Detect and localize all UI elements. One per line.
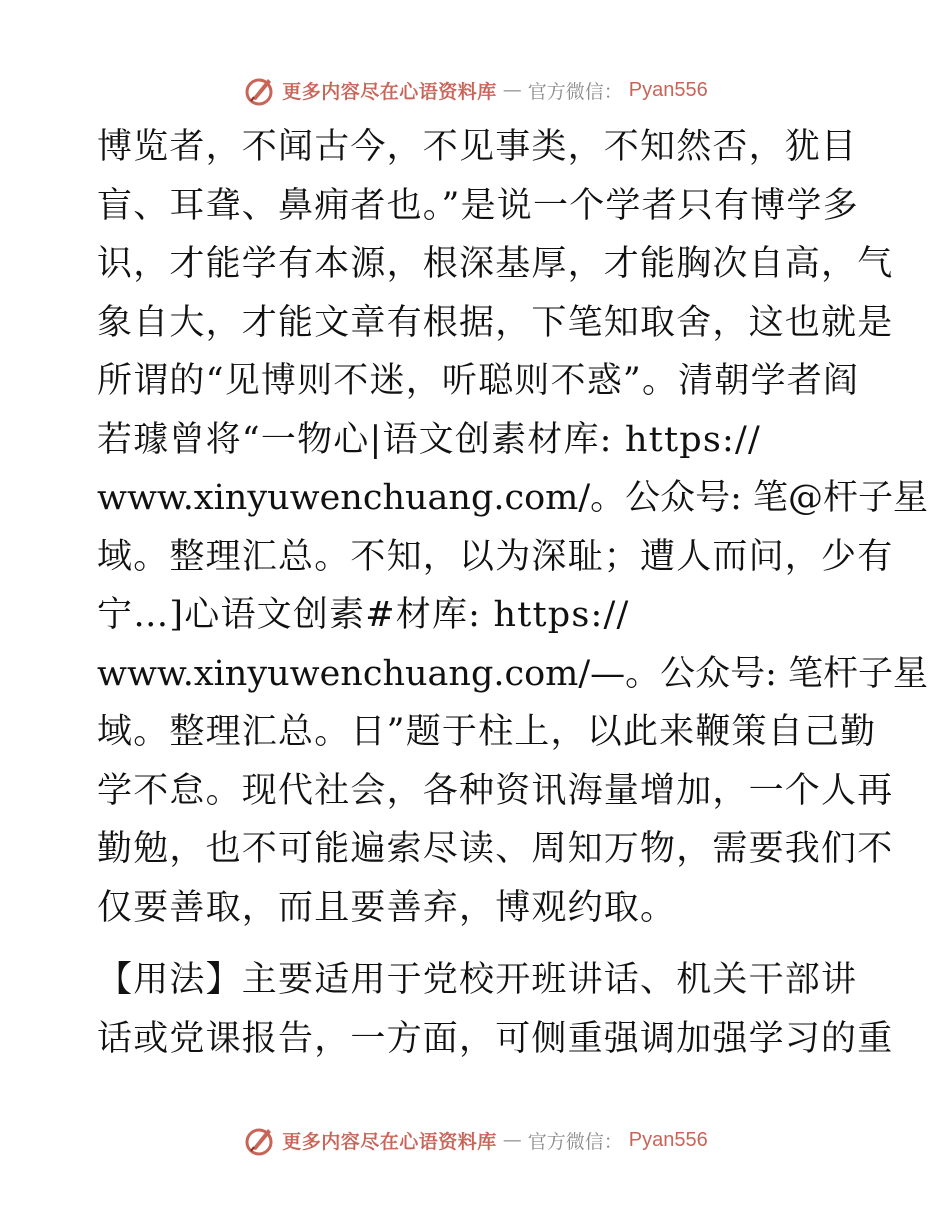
text-line: 话或党课报告，一方面，可侧重强调加强学习的重 <box>97 1018 894 1059</box>
quill-pen-logo-icon <box>242 1123 276 1157</box>
text-line: 盲、耳聋、鼻痈者也。”是说一个学者只有博学多 <box>97 185 859 226</box>
header-banner-text: 更多内容尽在心语资料库 <box>282 80 497 103</box>
text-line: 域。整理汇总。不知，以为深耻；遭人而问，少有 <box>97 536 894 577</box>
text-line: 仅要善取，而且要善弃，博观约取。 <box>97 887 677 928</box>
quill-pen-logo-icon <box>242 73 276 107</box>
text-line: 宁…]心语文创素#材库: https:// <box>97 595 630 635</box>
text-line: 域。整理汇总。日”题于柱上，以此来鞭策自己勤 <box>97 712 877 752</box>
footer-dash: — <box>502 1129 522 1151</box>
paragraph-2 <box>97 951 894 1068</box>
header-wechat-id: Pyan556 <box>628 78 708 101</box>
header-wechat-label: 官方微信： <box>527 80 623 103</box>
text-line: www.xinyuwenchuang.com/—。公众号: 笔杆子星 <box>97 653 929 694</box>
paragraph-1 <box>97 118 929 937</box>
body-text <box>97 118 929 1068</box>
footer-banner-text: 更多内容尽在心语资料库 <box>282 1130 497 1153</box>
header-banner <box>0 70 950 110</box>
text-line: 识，才能学有本源，根深基厚，才能胸次自高，气 <box>97 244 894 284</box>
footer-wechat-id: Pyan556 <box>628 1128 708 1151</box>
footer-wechat-label: 官方微信： <box>527 1130 623 1153</box>
text-line: 学不怠。现代社会，各种资讯海量增加，一个人再 <box>97 770 894 811</box>
text-line: 勤勉，也不可能遍索尽读、周知万物，需要我们不 <box>97 829 894 869</box>
text-line: 【用法】主要适用于党校开班讲话、机关干部讲 <box>97 960 858 1000</box>
text-line: 若璩曾将“一物心|语文创素材库: https:// <box>97 419 762 460</box>
header-dash: — <box>502 79 522 101</box>
text-line: 象自大，才能文章有根据，下笔知取舍，这也就是 <box>97 302 894 343</box>
footer-banner <box>0 1120 950 1160</box>
text-line: 博览者，不闻古今，不见事类，不知然否，犹目 <box>97 127 858 167</box>
text-line: www.xinyuwenchuang.com/。公众号: 笔@杆子星 <box>97 478 929 518</box>
text-line: 所谓的“见博则不迷，听聪则不惑”。清朝学者阎 <box>97 361 860 401</box>
paragraph-spacer <box>97 937 857 951</box>
